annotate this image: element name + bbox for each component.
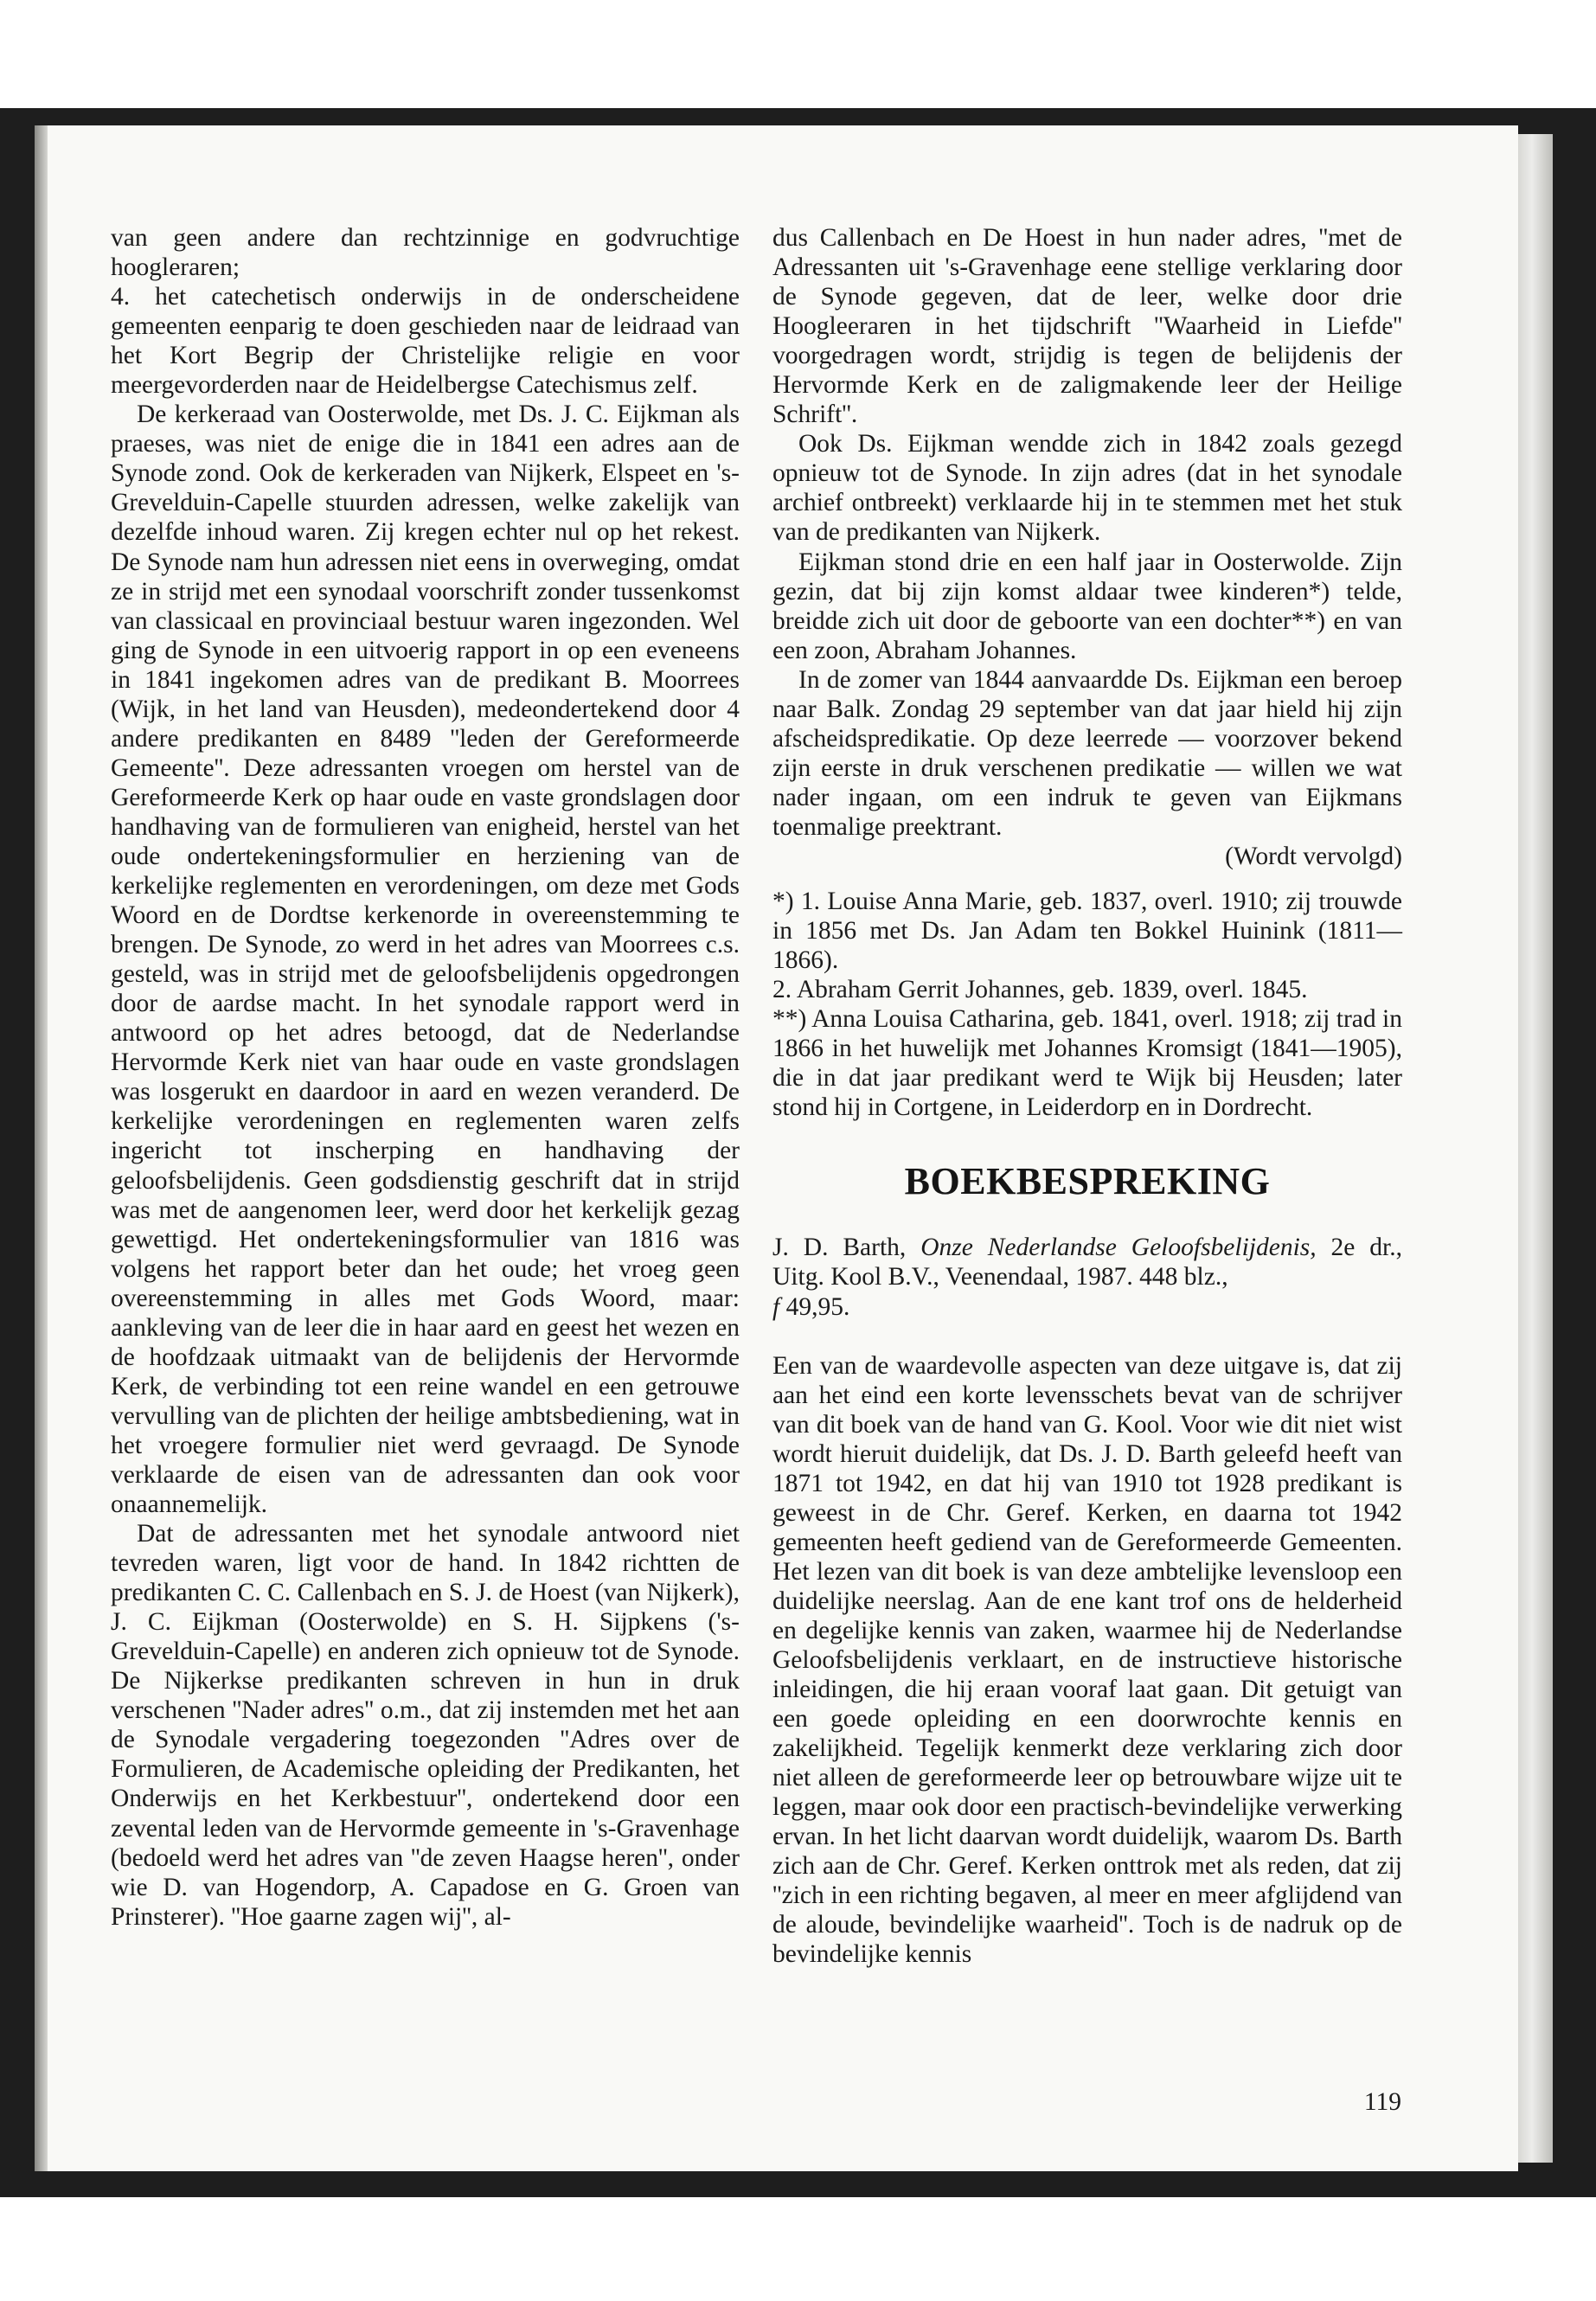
right-column — [772, 223, 1402, 1970]
left-column — [111, 223, 740, 1932]
right-paragraph: Ook Ds. Eijkman wendde zich in 1842 zoals gezegd opnieuw tot de Synode. In zijn adres (dat in het synodale archief ontbreekt) verklaarde hij in te stemmen met het stuk van de predikanten van Nijkerk. — [772, 430, 1402, 547]
footnote: **) Anna Louisa Catharina, geb. 1841, overl. 1918; zij trad in 1866 in het huwelijk met Johannes Kromsigt (1841—1905), die in dat jaar predikant werd te Wijk bij Heusden; later stond hij in Cortgene, in Leiderdorp en in Dordrecht. — [772, 1005, 1402, 1122]
left-paragraph: Dat de adressanten met het synodale antwoord niet tevreden waren, ligt voor de hand. In 1842 richtten de predikanten C. C. Callenbach en S. J. de Hoest (van Nijkerk), J. C. Eijkman (Oosterwolde) en S. H. Sijpkens ('s-Grevelduin-Capelle) en anderen zich opnieuw tot de Synode. De Nijkerkse predikanten schreven in hun in druk verschenen ''Nader adres'' o.m., dat zij instemden met het aan de Synodale vergadering toegezonden ''Adres over de Formulieren, de Academische opleiding der Predikanten, het Onderwijs en het Kerkbestuur'', ondertekend door een zevental leden van de Hervormde gemeente in 's-Gravenhage (bedoeld werd het adres van ''de zeven Haagse heren'', onder wie D. van Hogendorp, A. Capadose en G. Groen van Prinsterer). ''Hoe gaarne zagen wij'', al- — [111, 1520, 740, 1931]
page-number: 119 — [1363, 2088, 1401, 2116]
book-title: Onze Nederlandse Geloofsbelijdenis, — [920, 1234, 1317, 1262]
continued-note: (Wordt vervolgd) — [1225, 842, 1402, 870]
book-price: 49,95. — [785, 1292, 850, 1321]
right-paragraph: In de zomer van 1844 aanvaardde Ds. Eijkman een beroep naar Balk. Zondag 29 september van dat jaar hield hij zijn afscheidspredikatie. Op deze leerrede — voorzover bekend zijn eerste in druk verschenen predikatie — willen we wat nader ingaan, om een indruk te geven van Eijkmans toenmalige preektrant. — [772, 665, 1402, 841]
book-author: J. D. Barth, — [772, 1234, 907, 1262]
right-paragraph: dus Callenbach en De Hoest in hun nader adres, ''met de Adressanten uit 's-Gravenhage eene stellige verklaring door de Synode gegeven, dat de leer, welke door drie Hoogleeraren in het tijdschrift ''Waarheid in Liefde'' voorgedragen wordt, strijdig is tegen de belijdenis der Hervormde Kerk en de zaligmakende leer der Heilige Schrift''. — [772, 224, 1402, 429]
page-edge — [35, 125, 48, 2171]
currency-symbol: f — [772, 1292, 780, 1321]
left-paragraph: 4. het catechetisch onderwijs in de onderscheidene gemeenten eenparig te doen geschieden naar de leidraad van het Kort Begrip der Christelijke religie en voor meergevorderden naar de Heidelbergse Catechismus zelf. — [111, 283, 740, 400]
book-details: 2e dr., Uitg. Kool B.V., Veenendaal, 1987. 448 blz., — [772, 1234, 1403, 1292]
left-paragraph: De kerkeraad van Oosterwolde, met Ds. J. C. Eijkman als praeses, was niet de enige die in 1841 een adres aan de Synode zond. Ook de kerkeraden van Nijkerk, Elspeet en 's-Grevelduin-Capelle stuurden adressen, welke zakelijk van dezelfde inhoud waren. Zij kregen echter nul op het rekest. De Synode nam hun adressen niet eens in overweging, omdat ze in strijd met een synodaal voorschrift zonder tussenkomst van classicaal en provinciaal bestuur waren ingezonden. Wel ging de Synode in een uitvoerig rapport in op een eveneens in 1841 ingekomen adres van de predikant B. Moorrees (Wijk, in het land van Heusden), medeondertekend door 4 andere predikanten en 8489 ''leden der Gereformeerde Gemeente''. Deze adressanten vroegen om herstel van de Gereformeerde Kerk op haar oude en vaste grondslagen door handhaving van de formulieren van enigheid, herstel van het oude ondertekeningsformulier en herziening van de kerkelijke reglementen en verordeningen, om deze met Gods Woord en de Dordtse kerkenorde in overeenstemming te brengen. De Synode, zo werd in het adres van Moorrees c.s. gesteld, was in strijd met de geloofsbelijdenis opgedrongen door de aardse macht. In het synodale rapport werd in antwoord op het adres betoogd, dat de Nederlandse Hervormde Kerk niet van haar oude en vaste grondslagen was losgerukt en daardoor in aard en wezen veranderd. De kerkelijke verordeningen en reglementen waren zelfs ingericht tot inscherping en handhaving der geloofsbelijdenis. Geen godsdienstig geschrift dat in strijd was met de aangenomen leer, werd door het kerkelijk gezag gewettigd. Het ondertekeningsformulier van 1816 was volgens het rapport beter dan het oude; het vroeg geen overeenstemming in alles met Gods Woord, maar: aankleving van de leer die in haar aard en geest het wezen en de hoofdzaak uitmaakt van de belijdenis der Hervormde Kerk, de verbinding tot een reine wandel en een getrouwe vervulling van de plichten der heilige ambtsbediening, wat in het vroegere formulier niet werd gevraagd. De Synode verklaarde de eisen van de adressanten dan ook voor onaannemelijk. — [111, 401, 740, 1519]
section-heading: BOEKBESPREKING — [904, 1160, 1271, 1203]
review-paragraph: Een van de waardevolle aspecten van deze uitgave is, dat zij aan het eind een korte levensschets bevat van de schrijver van dit boek van de hand van G. Kool. Voor wie dit niet wist wordt hieruit duidelijk, dat Ds. J. D. Barth geleefd heeft van 1871 tot 1942, en dat hij van 1910 tot 1928 predikant is geweest in de Chr. Geref. Kerken, en daarna tot 1942 gemeenten heeft gediend van de Gereformeerde Gemeenten. Het lezen van dit boek is van deze ambtelijke levensloop een duidelijke neerslag. Aan de ene kant trof ons de helderheid en degelijke kennis van zaken, waarmee hij de Nederlandse Geloofsbelijdenis verklaart, en de instructieve historische inleidingen, die hij eraan vooraf laat gaan. Dit getuigt van een goede opleiding en een doorwrochte kennis en zakelijkheid. Tegelijk kenmerkt deze verklaring zich door niet alleen de gereformeerde leer op betrouwbare wijze uit te leggen, maar ook door een practisch-bevindelijke verwerking ervan. In het licht daarvan wordt duidelijk, waarom Ds. Barth zich aan de Chr. Geref. Kerken onttrok met als reden, dat zij ''zich in een richting begaven, al meer en meer afglijdend van de aloude, bevindelijke waarheid''. Toch is de nadruk op de bevindelijke kennis — [772, 1351, 1402, 1969]
footnote: *) 1. Louise Anna Marie, geb. 1837, overl. 1910; zij trouwde in 1856 met Ds. Jan Adam ten Bokkel Huinink (1811—1866). — [772, 888, 1402, 975]
page-stack-edge — [1518, 134, 1553, 2163]
left-paragraph: van geen andere dan rechtzinnige en godvruchtige hoogleraren; — [111, 224, 740, 282]
book-citation — [772, 1233, 1402, 1321]
right-paragraph: Eijkman stond drie en een half jaar in Oosterwolde. Zijn gezin, dat bij zijn komst aldaar twee kinderen*) telde, breidde zich uit door de geboorte van een dochter**) en van een zoon, Abraham Johannes. — [772, 548, 1402, 664]
footnote: 2. Abraham Gerrit Johannes, geb. 1839, overl. 1845. — [772, 976, 1308, 1004]
